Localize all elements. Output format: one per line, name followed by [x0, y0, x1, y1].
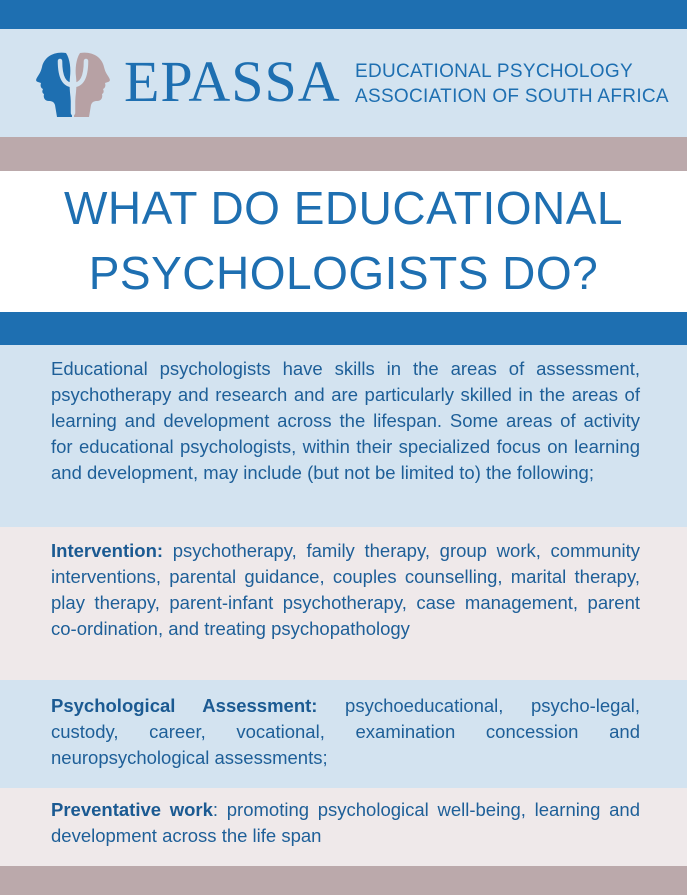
- intro-paragraph: Educational psychologists have skills in the areas of assessment, psychotherapy and research and are particularly skilled in the areas of learning and development across the lifespan. Some areas of activity for educational psychologists, within their specialized focus on learning and development, may include (but not be limited to) the following;: [51, 358, 640, 483]
- assessment-heading: Psychological Assessment:: [51, 695, 318, 716]
- association-name-line-2: ASSOCIATION OF SOUTH AFRICA: [355, 86, 669, 107]
- mauve-divider-band: [0, 137, 687, 171]
- page-title-line-2: PSYCHOLOGISTS DO?: [88, 247, 599, 299]
- assessment-paragraph: [51, 693, 640, 771]
- bottom-mauve-band: [0, 866, 687, 895]
- preventative-body: : promoting psychological well-being, learning and development across the life span: [51, 799, 641, 846]
- preventative-paragraph: [51, 797, 640, 849]
- twin-faces-psi-logo-icon: [30, 47, 116, 119]
- association-name-line-1: EDUCATIONAL PSYCHOLOGY: [355, 61, 633, 82]
- intervention-heading: Intervention:: [51, 540, 164, 561]
- logo-wordmark: EPASSA: [124, 49, 341, 114]
- assessment-body: psychoeducational, psycho-legal, custody, career, vocational, examination concession and neuropsychological assessments;: [51, 695, 641, 768]
- preventative-heading: Preventative work: [51, 799, 213, 820]
- top-blue-band: [0, 0, 687, 29]
- blue-divider-band: [0, 312, 687, 345]
- intervention-paragraph: [51, 538, 640, 642]
- association-full-name: [355, 59, 669, 109]
- page-title-line-1: WHAT DO EDUCATIONAL: [64, 182, 623, 234]
- intervention-body: psychotherapy, family therapy, group work, community interventions, parental guidance, couples counselling, marital therapy, play therapy, parent-infant psychotherapy, case management, parent co-ordination, and treating psychopathology: [51, 540, 640, 639]
